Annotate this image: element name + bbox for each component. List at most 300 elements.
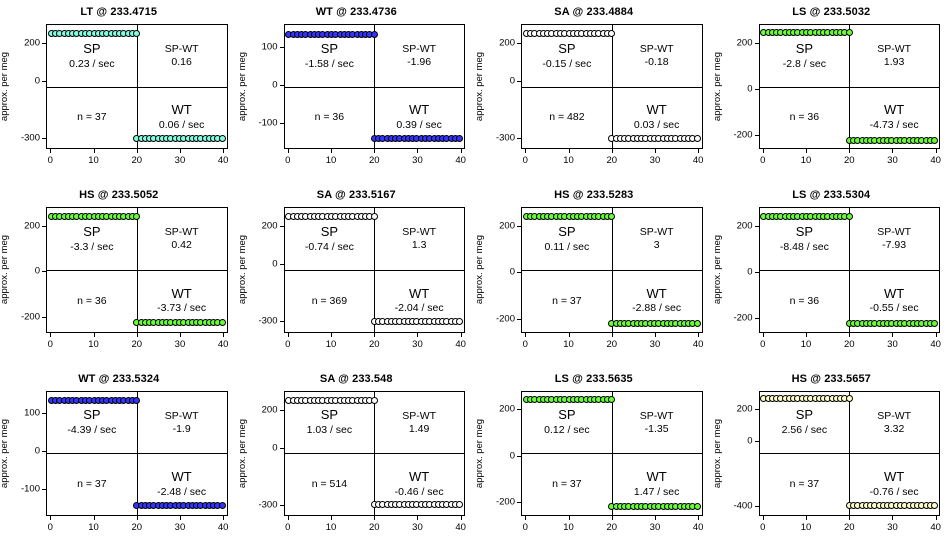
chart-panel bbox=[238, 0, 476, 183]
x-tick-mark bbox=[223, 333, 224, 337]
y-axis-label-text: approx. per meg bbox=[237, 235, 248, 305]
x-tick-mark bbox=[50, 516, 51, 520]
y-axis-label-text: approx. per meg bbox=[474, 235, 486, 305]
y-tick-label: -300 bbox=[20, 132, 40, 144]
chart-panel bbox=[475, 0, 713, 183]
quadrant-label: WT bbox=[884, 102, 905, 118]
quadrant-value: 0.06 / sec bbox=[158, 119, 205, 132]
x-tick-label: 40 bbox=[930, 338, 941, 350]
x-tick-label: 20 bbox=[843, 521, 855, 533]
data-point bbox=[456, 501, 463, 508]
plot-area bbox=[284, 391, 466, 516]
x-tick-label: 10 bbox=[325, 155, 337, 167]
y-axis bbox=[238, 24, 284, 149]
quadrant-label: SP-WT bbox=[402, 43, 437, 55]
x-tick-mark bbox=[223, 516, 224, 520]
x-tick-mark bbox=[288, 149, 289, 153]
x-tick-label: 0 bbox=[285, 338, 291, 350]
quadrant-value: 0.42 bbox=[171, 239, 192, 252]
x-tick-label: 20 bbox=[606, 155, 618, 167]
data-point bbox=[456, 318, 463, 325]
panel-title: WT @ 233.4736 bbox=[315, 6, 397, 18]
quadrant-value: -1.35 bbox=[644, 422, 669, 435]
quadrant-label: n = 37 bbox=[77, 111, 107, 124]
data-points-layer bbox=[760, 392, 940, 515]
quadrant-label: WT bbox=[171, 468, 192, 484]
x-tick-mark bbox=[331, 333, 332, 337]
y-tick-label: 200 bbox=[24, 220, 40, 232]
quadrant-label: SP-WT bbox=[877, 43, 912, 55]
y-tick-label: 0 bbox=[747, 266, 753, 278]
panel-title: SA @ 233.4884 bbox=[554, 6, 634, 18]
quadrant-label: n = 37 bbox=[552, 294, 582, 307]
quadrant-value: -0.15 / sec bbox=[542, 57, 592, 70]
x-tick-mark bbox=[849, 333, 850, 337]
panel-title: SA @ 233.548 bbox=[319, 372, 393, 385]
quadrant-label: WT bbox=[171, 102, 192, 118]
x-tick-label: 30 bbox=[174, 338, 186, 350]
x-tick-mark bbox=[331, 149, 332, 153]
x-tick-mark bbox=[94, 149, 95, 153]
panel-title: SA @ 233.5167 bbox=[316, 189, 396, 202]
quadrant-label: SP bbox=[83, 223, 101, 239]
x-tick-label: 40 bbox=[217, 521, 229, 533]
y-tick-label: 200 bbox=[261, 404, 278, 416]
data-point bbox=[846, 395, 853, 402]
x-tick-label: 40 bbox=[455, 338, 466, 350]
quadrant-label: SP bbox=[320, 40, 339, 56]
x-tick-mark bbox=[525, 516, 526, 520]
data-points-layer bbox=[522, 392, 702, 515]
y-tick-label: 0 bbox=[747, 83, 753, 95]
y-tick-label: 200 bbox=[499, 37, 515, 49]
y-tick-label: 200 bbox=[736, 220, 753, 232]
y-tick-label: -300 bbox=[258, 499, 278, 511]
x-tick-mark bbox=[698, 149, 699, 153]
data-point bbox=[694, 320, 701, 327]
y-tick-label: 0 bbox=[509, 75, 515, 87]
chart-panel bbox=[713, 0, 950, 183]
x-tick-label: 40 bbox=[692, 155, 704, 167]
x-tick-label: 10 bbox=[88, 338, 99, 350]
y-tick-label: -200 bbox=[495, 313, 515, 325]
x-tick-label: 10 bbox=[563, 521, 574, 533]
y-tick-label: -400 bbox=[733, 500, 753, 512]
x-tick-mark bbox=[806, 333, 807, 337]
data-point bbox=[219, 319, 226, 326]
x-tick-label: 30 bbox=[174, 521, 186, 533]
panel-title: HS @ 233.5052 bbox=[79, 189, 159, 202]
x-axis bbox=[521, 516, 703, 536]
quadrant-label: n = 514 bbox=[311, 478, 348, 491]
chart-panel bbox=[475, 367, 713, 550]
data-point bbox=[371, 213, 378, 220]
x-axis bbox=[284, 516, 466, 536]
x-tick-label: 30 bbox=[412, 155, 423, 167]
data-point bbox=[846, 29, 853, 36]
x-axis bbox=[759, 516, 941, 536]
quadrant-label: WT bbox=[171, 285, 192, 301]
quadrant-value: 0.16 bbox=[171, 56, 192, 69]
data-point bbox=[931, 502, 938, 509]
x-tick-label: 30 bbox=[412, 521, 423, 533]
x-tick-label: 30 bbox=[174, 155, 186, 167]
x-tick-mark bbox=[50, 333, 51, 337]
x-tick-mark bbox=[417, 149, 418, 153]
data-points-layer bbox=[522, 25, 702, 148]
data-points-layer bbox=[522, 208, 702, 331]
y-tick-label: 200 bbox=[261, 220, 278, 232]
quadrant-value: -1.58 / sec bbox=[304, 57, 354, 70]
x-tick-label: 10 bbox=[563, 338, 574, 350]
plot-area bbox=[521, 207, 703, 332]
data-point bbox=[371, 397, 378, 404]
quadrant-value: -8.48 / sec bbox=[779, 240, 829, 253]
x-tick-label: 20 bbox=[368, 338, 380, 350]
panel-title: LS @ 233.5304 bbox=[792, 189, 871, 202]
x-tick-mark bbox=[137, 333, 138, 337]
data-point bbox=[608, 213, 615, 220]
x-axis bbox=[284, 333, 466, 353]
x-axis bbox=[521, 149, 703, 169]
panel-title: HS @ 233.5657 bbox=[791, 372, 871, 385]
x-tick-mark bbox=[806, 149, 807, 153]
quadrant-label: n = 369 bbox=[311, 294, 348, 307]
x-tick-mark bbox=[655, 149, 656, 153]
x-tick-mark bbox=[806, 516, 807, 520]
quadrant-label: SP bbox=[83, 40, 101, 56]
x-tick-mark bbox=[223, 149, 224, 153]
x-tick-mark bbox=[763, 333, 764, 337]
quadrant-value: 1.03 / sec bbox=[306, 424, 353, 437]
quadrant-label: SP bbox=[320, 223, 339, 239]
quadrant-value: 1.47 / sec bbox=[633, 485, 680, 498]
y-axis bbox=[238, 391, 284, 516]
x-tick-mark bbox=[892, 516, 893, 520]
y-tick-label: 0 bbox=[509, 450, 515, 462]
data-points-layer bbox=[47, 392, 227, 515]
x-axis bbox=[46, 149, 228, 169]
x-tick-mark bbox=[569, 516, 570, 520]
quadrant-value: -4.39 / sec bbox=[67, 424, 117, 437]
x-tick-label: 30 bbox=[887, 155, 898, 167]
quadrant-value: -0.46 / sec bbox=[394, 485, 444, 498]
chart-panel bbox=[475, 183, 713, 366]
x-axis bbox=[46, 516, 228, 536]
quadrant-label: SP bbox=[795, 223, 814, 239]
x-tick-mark bbox=[374, 149, 375, 153]
quadrant-value: 0.39 / sec bbox=[396, 119, 442, 132]
y-tick-label: 0 bbox=[272, 258, 278, 270]
quadrant-label: SP bbox=[558, 223, 576, 239]
x-tick-label: 20 bbox=[368, 521, 380, 533]
x-tick-label: 10 bbox=[325, 521, 337, 533]
x-tick-mark bbox=[50, 149, 51, 153]
plot-area bbox=[46, 207, 228, 332]
data-points-layer bbox=[47, 208, 227, 331]
quadrant-label: n = 482 bbox=[549, 111, 585, 124]
chart-panel bbox=[713, 367, 950, 550]
x-tick-mark bbox=[180, 516, 181, 520]
x-axis bbox=[521, 333, 703, 353]
x-tick-label: 20 bbox=[131, 521, 143, 533]
y-tick-label: 0 bbox=[272, 79, 278, 91]
chart-panel bbox=[238, 183, 476, 366]
quadrant-label: WT bbox=[884, 468, 905, 484]
x-tick-mark bbox=[137, 516, 138, 520]
plot-area bbox=[759, 391, 941, 516]
y-axis-label-text: approx. per meg bbox=[712, 235, 723, 305]
y-tick-label: 200 bbox=[24, 37, 40, 49]
y-axis bbox=[713, 24, 759, 149]
quadrant-value: -3.3 / sec bbox=[70, 240, 114, 253]
data-point bbox=[219, 135, 226, 142]
quadrant-label: n = 36 bbox=[314, 111, 345, 124]
x-axis bbox=[284, 149, 466, 169]
data-point bbox=[133, 213, 140, 220]
quadrant-value: 0.23 / sec bbox=[69, 57, 115, 70]
chart-panel bbox=[0, 183, 238, 366]
y-axis-label-text: approx. per meg bbox=[474, 52, 486, 122]
quadrant-value: -0.55 / sec bbox=[869, 302, 919, 315]
quadrant-label: SP-WT bbox=[402, 226, 437, 239]
x-tick-mark bbox=[288, 516, 289, 520]
x-tick-label: 0 bbox=[285, 521, 291, 533]
quadrant-label: SP-WT bbox=[639, 226, 674, 239]
chart-panel bbox=[0, 367, 238, 550]
panel-title: HS @ 233.5283 bbox=[554, 189, 634, 202]
y-axis-label-text: approx. per meg bbox=[237, 52, 248, 122]
data-point bbox=[456, 135, 463, 142]
data-point bbox=[931, 137, 938, 144]
quadrant-label: SP bbox=[558, 40, 576, 56]
plot-area bbox=[284, 207, 466, 332]
x-tick-mark bbox=[612, 333, 613, 337]
quadrant-label: SP bbox=[320, 407, 339, 423]
y-tick-label: -300 bbox=[258, 315, 278, 327]
x-tick-label: 0 bbox=[47, 338, 53, 350]
y-axis bbox=[238, 207, 284, 332]
x-tick-mark bbox=[936, 333, 937, 337]
data-point bbox=[694, 503, 701, 510]
quadrant-label: n = 36 bbox=[789, 294, 820, 307]
quadrant-label: n = 37 bbox=[552, 478, 582, 491]
y-axis bbox=[0, 24, 46, 149]
data-point bbox=[608, 396, 615, 403]
x-tick-mark bbox=[461, 333, 462, 337]
x-tick-label: 0 bbox=[522, 155, 528, 167]
quadrant-label: SP-WT bbox=[639, 43, 674, 55]
y-tick-label: -200 bbox=[495, 496, 515, 508]
quadrant-value: -7.93 bbox=[882, 239, 907, 252]
data-points-layer bbox=[760, 25, 940, 148]
quadrant-label: SP-WT bbox=[639, 409, 674, 422]
x-tick-label: 40 bbox=[217, 338, 229, 350]
y-tick-label: -100 bbox=[258, 117, 278, 129]
x-tick-label: 20 bbox=[131, 155, 143, 167]
quadrant-value: -1.9 bbox=[172, 422, 191, 435]
x-tick-mark bbox=[892, 333, 893, 337]
x-axis bbox=[759, 333, 941, 353]
x-tick-label: 30 bbox=[649, 155, 661, 167]
quadrant-value: 0.12 / sec bbox=[544, 424, 590, 437]
x-tick-mark bbox=[417, 516, 418, 520]
x-tick-label: 30 bbox=[412, 338, 423, 350]
data-point bbox=[694, 135, 701, 142]
x-tick-label: 20 bbox=[606, 521, 618, 533]
x-tick-label: 10 bbox=[325, 338, 337, 350]
x-tick-label: 10 bbox=[800, 155, 812, 167]
y-tick-label: 200 bbox=[736, 403, 753, 415]
y-tick-label: 0 bbox=[34, 445, 40, 457]
x-tick-mark bbox=[655, 516, 656, 520]
x-tick-mark bbox=[655, 333, 656, 337]
x-tick-label: 20 bbox=[843, 155, 855, 167]
x-tick-label: 10 bbox=[563, 155, 574, 167]
x-tick-mark bbox=[331, 516, 332, 520]
quadrant-value: 1.3 bbox=[411, 239, 427, 252]
quadrant-label: SP-WT bbox=[877, 226, 912, 239]
quadrant-value: 3 bbox=[653, 239, 660, 252]
panel-title: WT @ 233.5324 bbox=[78, 372, 160, 385]
x-axis bbox=[759, 149, 941, 169]
data-points-layer bbox=[760, 208, 940, 331]
plot-area bbox=[46, 24, 228, 149]
quadrant-value: 0.11 / sec bbox=[544, 240, 590, 253]
y-axis bbox=[0, 391, 46, 516]
y-tick-label: 0 bbox=[34, 75, 40, 87]
quadrant-label: SP bbox=[795, 40, 814, 56]
quadrant-label: WT bbox=[409, 468, 430, 484]
x-tick-label: 40 bbox=[930, 521, 941, 533]
y-tick-label: 0 bbox=[509, 266, 515, 278]
quadrant-label: WT bbox=[646, 102, 667, 118]
x-tick-label: 0 bbox=[47, 521, 53, 533]
plot-area bbox=[759, 24, 941, 149]
quadrant-label: SP-WT bbox=[164, 226, 199, 239]
x-tick-mark bbox=[374, 333, 375, 337]
x-tick-label: 30 bbox=[887, 338, 898, 350]
x-tick-mark bbox=[569, 149, 570, 153]
y-axis-label-text: approx. per meg bbox=[0, 235, 11, 305]
quadrant-label: SP-WT bbox=[164, 43, 199, 55]
x-tick-label: 40 bbox=[692, 338, 704, 350]
panel-title: LS @ 233.5032 bbox=[792, 6, 871, 18]
x-tick-mark bbox=[849, 149, 850, 153]
y-tick-label: 100 bbox=[261, 41, 278, 53]
quadrant-label: n = 36 bbox=[77, 294, 107, 307]
data-point bbox=[371, 31, 378, 38]
quadrant-value: -3.73 / sec bbox=[157, 302, 207, 315]
y-axis-label-text: approx. per meg bbox=[712, 52, 723, 122]
x-tick-mark bbox=[525, 149, 526, 153]
x-tick-mark bbox=[461, 149, 462, 153]
plot-area bbox=[284, 24, 466, 149]
x-tick-label: 40 bbox=[692, 521, 704, 533]
x-tick-label: 0 bbox=[285, 155, 291, 167]
chart-panel bbox=[238, 367, 476, 550]
x-tick-mark bbox=[288, 333, 289, 337]
data-points-layer bbox=[285, 208, 465, 331]
x-tick-mark bbox=[461, 516, 462, 520]
x-tick-mark bbox=[180, 149, 181, 153]
quadrant-value: -2.88 / sec bbox=[632, 302, 682, 315]
x-tick-mark bbox=[698, 516, 699, 520]
x-tick-label: 20 bbox=[843, 338, 855, 350]
y-tick-label: -200 bbox=[20, 311, 40, 323]
x-tick-label: 0 bbox=[760, 338, 766, 350]
quadrant-label: SP-WT bbox=[402, 409, 437, 422]
data-point bbox=[133, 30, 140, 37]
y-tick-label: 0 bbox=[272, 442, 278, 454]
quadrant-value: -1.96 bbox=[407, 56, 432, 69]
quadrant-value: 1.93 bbox=[883, 56, 905, 69]
x-tick-mark bbox=[94, 516, 95, 520]
x-tick-mark bbox=[569, 333, 570, 337]
quadrant-value: -2.04 / sec bbox=[394, 302, 444, 315]
panel-title: LS @ 233.5635 bbox=[554, 372, 633, 385]
quadrant-value: -4.73 / sec bbox=[869, 119, 919, 132]
x-tick-mark bbox=[763, 149, 764, 153]
y-tick-label: 200 bbox=[736, 37, 753, 49]
quadrant-label: n = 37 bbox=[789, 478, 820, 491]
y-tick-label: -100 bbox=[20, 483, 40, 495]
x-tick-mark bbox=[374, 516, 375, 520]
y-tick-label: 200 bbox=[499, 403, 515, 415]
x-tick-label: 20 bbox=[131, 338, 143, 350]
plot-area bbox=[759, 207, 941, 332]
quadrant-label: SP bbox=[83, 407, 101, 423]
x-tick-label: 10 bbox=[800, 338, 812, 350]
x-tick-label: 20 bbox=[606, 338, 618, 350]
quadrant-label: n = 36 bbox=[789, 111, 820, 124]
y-axis bbox=[713, 391, 759, 516]
x-tick-mark bbox=[612, 149, 613, 153]
x-tick-label: 0 bbox=[760, 155, 766, 167]
y-axis bbox=[713, 207, 759, 332]
x-tick-mark bbox=[612, 516, 613, 520]
x-tick-label: 0 bbox=[760, 521, 766, 533]
x-tick-mark bbox=[417, 333, 418, 337]
x-tick-mark bbox=[180, 333, 181, 337]
x-tick-mark bbox=[94, 333, 95, 337]
x-tick-label: 40 bbox=[455, 155, 466, 167]
y-axis-label-text: approx. per meg bbox=[712, 418, 723, 488]
x-tick-label: 10 bbox=[88, 155, 99, 167]
quadrant-label: SP bbox=[558, 407, 576, 423]
quadrant-value: 3.32 bbox=[883, 422, 905, 435]
quadrant-label: WT bbox=[409, 102, 430, 118]
y-tick-label: -200 bbox=[733, 129, 753, 141]
quadrant-label: SP-WT bbox=[164, 409, 199, 422]
x-tick-label: 0 bbox=[522, 521, 528, 533]
quadrant-value: 1.49 bbox=[408, 422, 430, 435]
x-tick-label: 10 bbox=[800, 521, 812, 533]
x-axis bbox=[46, 333, 228, 353]
x-tick-mark bbox=[849, 516, 850, 520]
x-tick-mark bbox=[137, 149, 138, 153]
x-tick-label: 40 bbox=[455, 521, 466, 533]
quadrant-label: WT bbox=[646, 468, 667, 484]
data-point bbox=[219, 502, 226, 509]
quadrant-label: WT bbox=[409, 285, 430, 301]
y-tick-label: -200 bbox=[733, 312, 753, 324]
x-tick-label: 10 bbox=[88, 521, 99, 533]
x-tick-label: 40 bbox=[930, 155, 941, 167]
chart-panel bbox=[0, 0, 238, 183]
x-tick-label: 30 bbox=[649, 338, 661, 350]
y-axis-label-text: approx. per meg bbox=[237, 418, 248, 488]
